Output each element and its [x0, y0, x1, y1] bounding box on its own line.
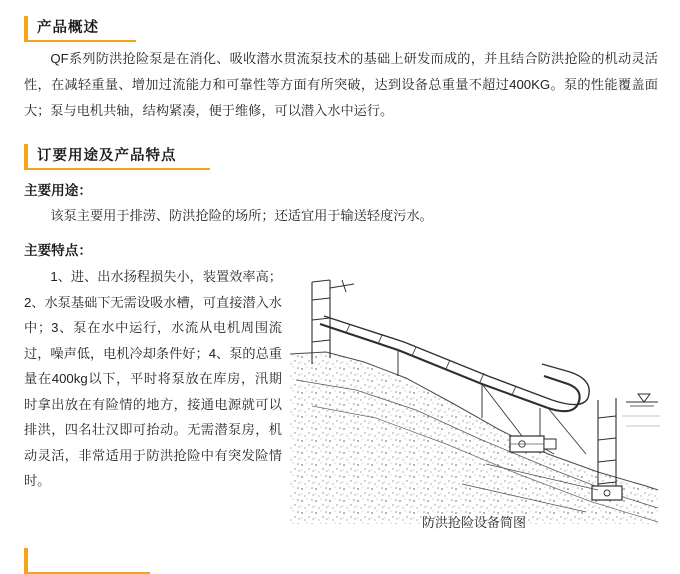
water-lines [622, 416, 660, 426]
pump-unit [510, 436, 556, 452]
overview-paragraph: QF系列防洪抢险泵是在消化、吸收潜水贯流泵技术的基础上研发而成的，并且结合防洪抢险的机动灵活性，在减轻重量、增加过流能力和可靠性等方面有所突破，达到设备总重量不超过400KG。泵的性能覆盖面大；泵与电机共轴，结构紧凑，便于维修，可以潜入水中运行。 [24, 51, 658, 118]
section-heading-overview-label: 产品概述 [37, 19, 99, 36]
support-frame-left [312, 280, 330, 364]
feature-subtitle: 主要特点： [24, 243, 92, 258]
section-heading-bottom [24, 548, 150, 574]
usage-subtitle: 主要用途： [24, 183, 92, 198]
usage-paragraph: 该泵主要用于排涝、防洪抢险的场所；还适宜用于输送轻度污水。 [50, 208, 433, 223]
equipment-diagram [286, 258, 662, 526]
pump-unit-right [592, 486, 622, 500]
section-heading-usage-label: 订要用途及产品特点 [37, 147, 177, 164]
valve-handle-icon [330, 280, 354, 292]
section-heading-overview [24, 16, 136, 42]
section-heading-usage [24, 144, 210, 170]
figure-caption: 防洪抢险设备简图 [421, 515, 526, 530]
water-level-symbol [626, 394, 658, 406]
feature-paragraph: 1、进、出水扬程损失小，装置效率高；2、水泵基础下无需设吸水槽，可直接潜入水中；3、泵在水中运行，水流从电机周围流过，噪声低，电机冷却条件好；4、泵的总重量在400kg以下，平时将泵放在库房，汛期时拿出放在有险情的地方，接通电源就可以排洪，四名壮汉即可抬动。无需潜泵房，机动灵活，非常适用于防洪抢险中有突发险情时。 [24, 269, 282, 488]
